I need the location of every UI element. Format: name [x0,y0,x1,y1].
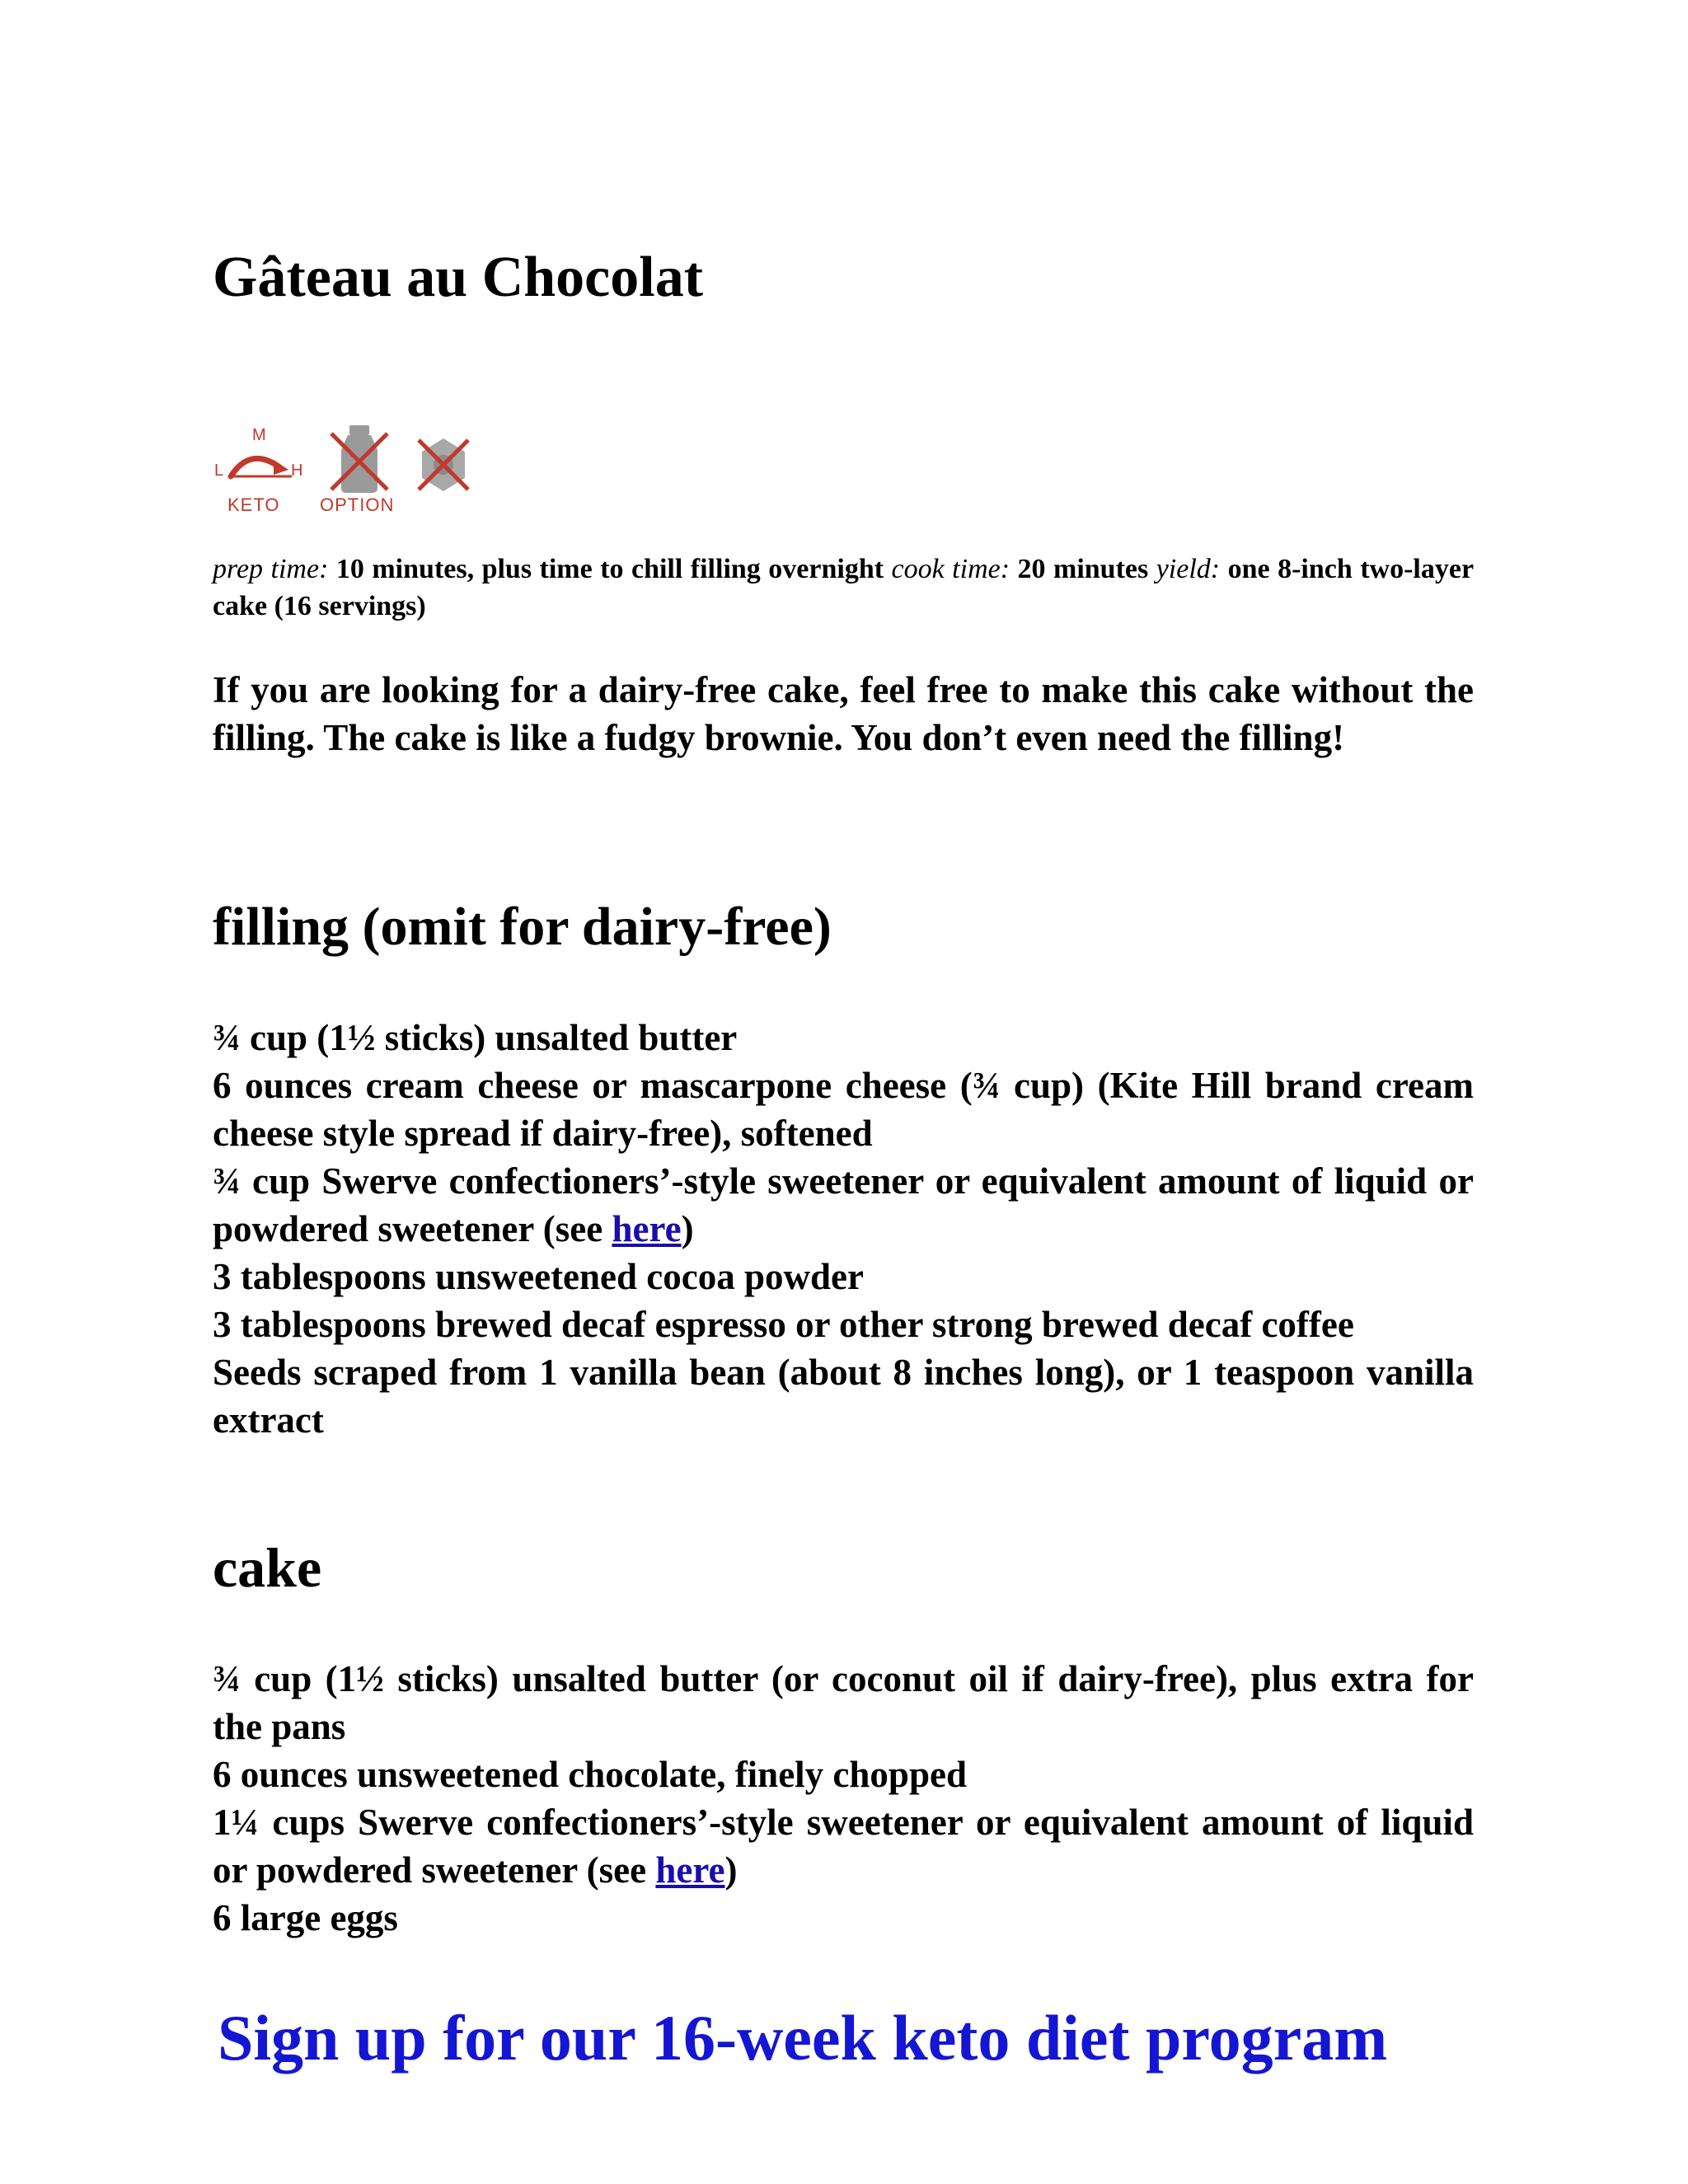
ingredient-item [213,1894,1474,1942]
keto-scale-h: H [291,462,303,480]
cake-heading: cake [213,1536,322,1599]
sweetener-here-link[interactable]: here [612,1208,682,1249]
recipe-title: Gâteau au Chocolat [213,246,703,309]
ingredient-item [213,1348,1474,1444]
ingredient-item [213,1750,1474,1798]
dairy-free-option-label: OPTION [320,494,395,515]
ingredient-text-after: ) [681,1208,694,1249]
keto-badge [213,420,312,519]
prep-time-value: 10 minutes, plus time to chill filling overnight [335,554,884,584]
cook-time-label: cook time: [891,554,1010,584]
keto-scale-l: L [214,462,224,480]
ingredient-text-after: ) [724,1849,738,1891]
nut-free-icon [410,432,476,498]
ingredient-text: 6 ounces unsweetened chocolate, finely chopped [213,1754,967,1795]
filling-ingredient-list [213,1014,1474,1444]
filling-heading: filling (omit for dairy-free) [213,897,832,957]
ingredient-item [213,1655,1474,1750]
sweetener-here-link[interactable]: here [655,1849,725,1891]
ingredient-text: 6 ounces cream cheese or mascarpone cheese (¾ cup) (Kite Hill brand cream cheese style spread if dairy-free), softened [213,1065,1474,1154]
ingredient-text: ¾ cup (1½ sticks) unsalted butter (or coconut oil if dairy-free), plus extra for the pans [213,1658,1474,1747]
dairy-free-option-badge [315,420,406,519]
recipe-meta [213,551,1474,625]
prep-time-label: prep time: [213,554,329,584]
ingredient-text: 3 tablespoons brewed decaf espresso or other strong brewed decaf coffee [213,1304,1354,1345]
diet-badges [213,420,485,519]
ingredient-text: Seeds scraped from 1 vanilla bean (about 8 inches long), or 1 teaspoon vanilla extract [213,1352,1474,1441]
keto-badge-label: KETO [227,494,280,515]
signup-link[interactable]: Sign up for our 16-week keto diet program [218,2002,1388,2074]
ingredient-text: ¾ cup Swerve confectioners’-style sweetener or equivalent amount of liquid or powdered sweetener (see [213,1160,1474,1249]
recipe-intro: If you are looking for a dairy-free cake, feel free to make this cake without the filling. The cake is like a fudgy brownie. You don’t even need the filling! [213,669,1474,758]
ingredient-item [213,1798,1474,1894]
cake-ingredient-list [213,1655,1474,1942]
ingredient-text: 6 large eggs [213,1897,398,1938]
ingredient-text: 1¼ cups Swerve confectioners’-style sweetener or equivalent amount of liquid or powdered sweetener (see [213,1802,1474,1891]
yield-label: yield: [1156,554,1221,584]
ingredient-text: 3 tablespoons unsweetened cocoa powder [213,1256,865,1297]
keto-meter-icon [213,420,312,494]
ingredient-item [213,1014,1474,1062]
dairy-free-option-icon [326,422,392,494]
ingredient-text: ¾ cup (1½ sticks) unsalted butter [213,1017,738,1058]
yield-value: one 8-inch two-layer cake (16 servings) [213,554,1475,621]
ingredient-item [213,1301,1474,1348]
ingredient-item [213,1253,1474,1301]
ingredient-item [213,1062,1474,1157]
cook-time-value: 20 minutes [1017,554,1149,584]
keto-scale-m: M [252,426,266,444]
nut-free-badge [407,420,481,519]
ingredient-item [213,1157,1474,1253]
